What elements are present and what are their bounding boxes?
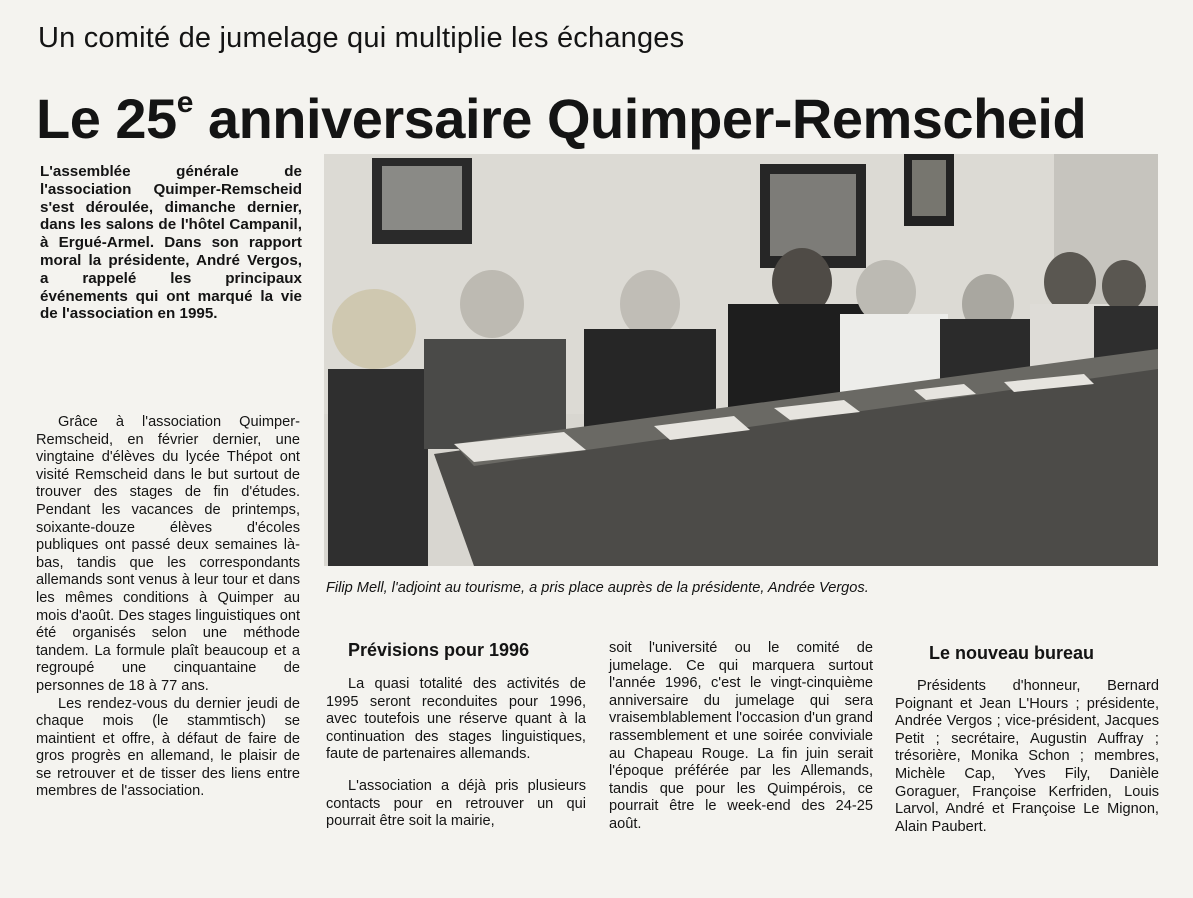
body-left-paragraph-1: Grâce à l'association Quimper-Remscheid, en février dernier, une vingtaine d'élèves du lycée Thépot ont visité Remscheid dans le but surtout de trouver des stages de fin d'études. Pendant les vacances de printemps, soixante-douze élèves d'écoles publiques ont passé deux semaines là-bas, tandis que les correspondants allemands sont venus à leur tour et dans les mêmes conditions à Quimper au mois d'août. Des stages linguistiques ont été organisés selon une méthode tandem. La formule plaît beaucoup et a regroupé une cinquantaine de personnes de 18 à 77 ans. <box>36 414 300 694</box>
headline-part-2: anniversaire Quimper-Remscheid <box>192 87 1087 150</box>
body-column-2 <box>326 676 586 831</box>
body-column-3 <box>609 640 873 834</box>
group-photo <box>324 154 1158 566</box>
col2-paragraph-2: L'association a déjà pris plusieurs contacts pour en retrouver un qui pourrait être soit la mairie, <box>326 777 586 830</box>
chapeau: L'assemblée générale de l'association Quimper-Remscheid s'est déroulée, dimanche dernier, dans les salons de l'hôtel Campanil, à Ergué-Armel. Dans son rapport moral la présidente, André Vergos, a rappelé les principaux événements qui ont marqué la vie de l'association en 1995. <box>40 163 302 323</box>
body-column-4 <box>895 678 1159 836</box>
col3-paragraph: soit l'université ou le comité de jumelage. Ce qui marquera surtout l'année 1996, c'est le vingt-cinquième anniversaire du jumelage qui sera vraisemblablement l'occasion d'un grand rassemblement et une soirée conviviale au Chapeau Rouge. La fin juin serait l'époque préférée par les Allemands, tandis que pour les Quimpérois, ce pourrait être le week-end des 24-25 août. <box>609 640 873 832</box>
col2-paragraph-1: La quasi totalité des activités de 1995 seront reconduites pour 1996, avec toutefois une réserve quant à la continuation des stages linguistiques, faute de partenaires allemands. <box>326 676 586 763</box>
section-bureau-title: Le nouveau bureau <box>929 643 1095 663</box>
body-column-left <box>36 414 300 801</box>
photo-caption: Filip Mell, l'adjoint au tourisme, a pris place auprès de la présidente, Andrée Vergos. <box>326 580 869 596</box>
headline-superscript: e <box>176 86 193 119</box>
group-photo-image <box>324 154 1158 566</box>
headline <box>36 66 1086 156</box>
kicker-headline: Un comité de jumelage qui multiplie les échanges <box>38 22 685 54</box>
section-previsions-title: Prévisions pour 1996 <box>348 640 530 660</box>
col4-paragraph: Présidents d'honneur, Bernard Poignant et Jean L'Hours ; présidente, Andrée Vergos ; vice-président, Jacques Petit ; secrétaire, Augustin Auffray ; trésorière, Monika Schon ; membres, Michèle Cap, Yves Fily, Danièle Goraguer, Françoise Kerfriden, Louis Larvol, André et Françoise Le Mignon, Alain Paubert. <box>895 678 1159 835</box>
body-left-paragraph-2: Les rendez-vous du dernier jeudi de chaque mois (le stammtisch) se maintient et offre, à défaut de faire de gros progrès en allemand, le plaisir de se retrouver et de tisser des liens entre membres de l'association. <box>36 695 300 800</box>
headline-part-1: Le 25 <box>36 87 177 150</box>
